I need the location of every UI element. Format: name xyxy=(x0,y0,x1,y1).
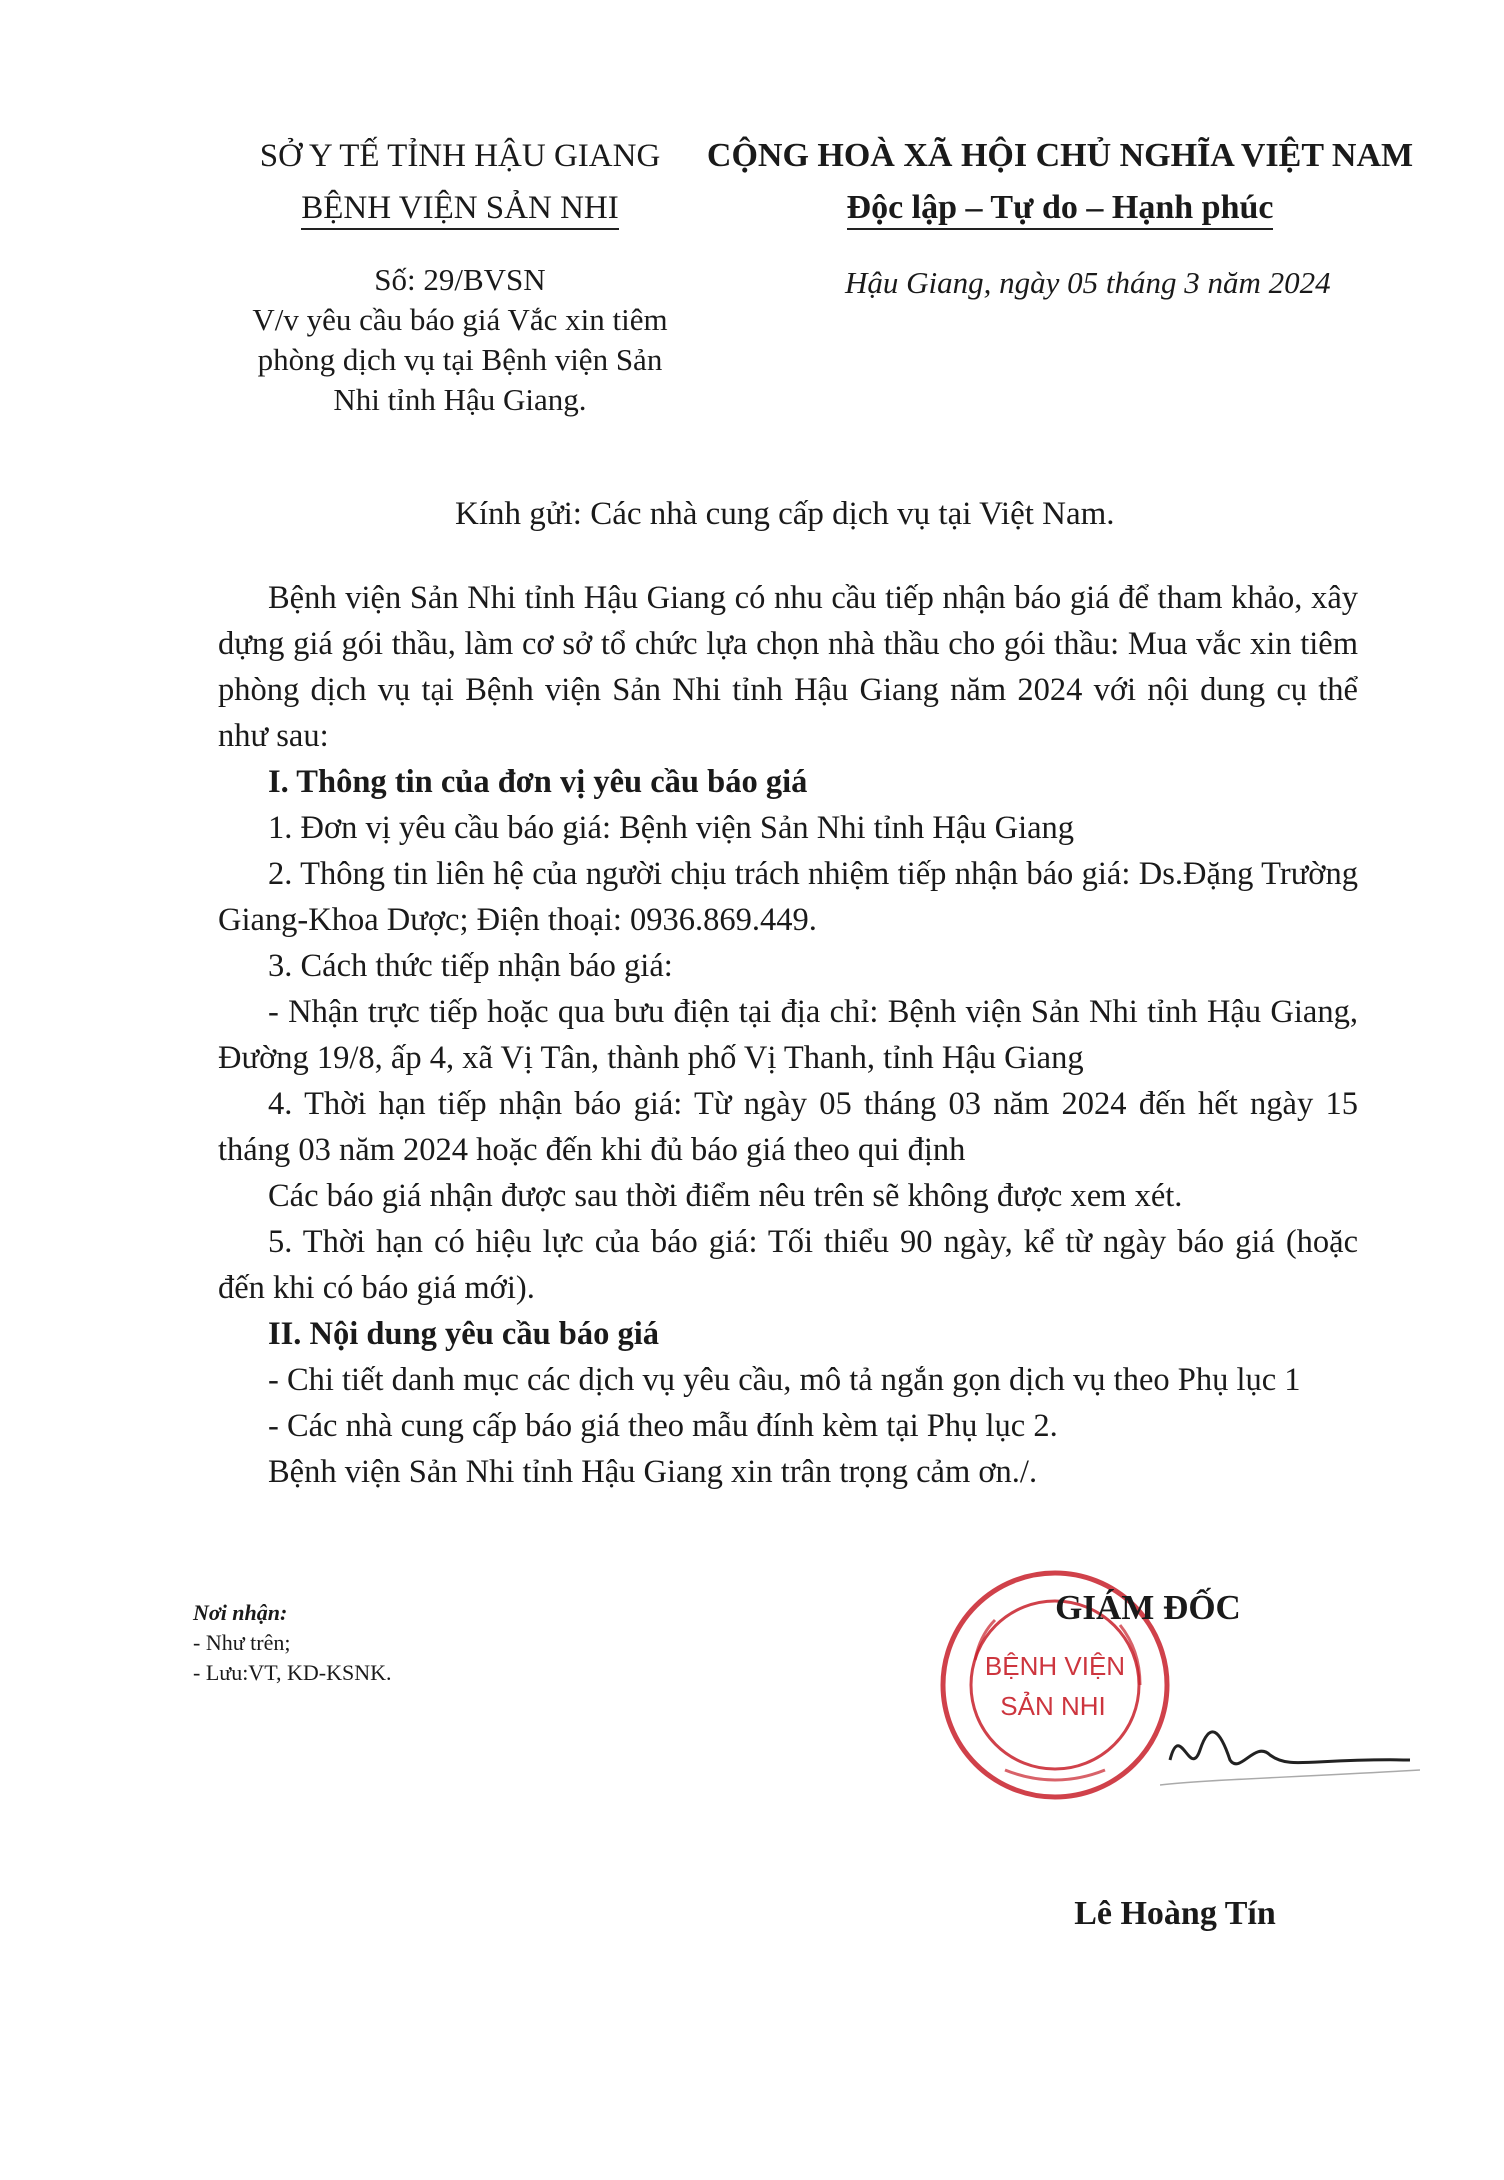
signatory-name: Lê Hoàng Tín xyxy=(1074,1895,1276,1932)
document-body xyxy=(218,575,1358,1495)
seal-text-line-2: SẢN NHI xyxy=(1000,1691,1106,1721)
subject-line-1: V/v yêu cầu báo giá Vắc xin tiêm xyxy=(252,302,668,337)
section-1-item-1: 1. Đơn vị yêu cầu báo giá: Bệnh viện Sản Nhi tỉnh Hậu Giang xyxy=(268,810,1075,846)
section-2-item-2: - Các nhà cung cấp báo giá theo mẫu đính kèm tại Phụ lục 2. xyxy=(268,1408,1058,1444)
signatory-title: GIÁM ĐỐC xyxy=(1055,1588,1241,1627)
section-1-item-3-detail: - Nhận trực tiếp hoặc qua bưu điện tại địa chỉ: Bệnh viện Sản Nhi tỉnh Hậu Giang, Đường 19/8, ấp 4, xã Vị Tân, thành phố Vị Thanh, tỉnh Hậu Giang xyxy=(218,994,1358,1076)
national-title-block xyxy=(700,130,1420,234)
seal-text-line-1: BỆNH VIỆN xyxy=(984,1651,1126,1681)
recipients-line-1: - Như trên; xyxy=(193,1630,291,1655)
recipient-line: Kính gửi: Các nhà cung cấp dịch vụ tại Việt Nam. xyxy=(455,496,1115,532)
intro-paragraph: Bệnh viện Sản Nhi tỉnh Hậu Giang có nhu cầu tiếp nhận báo giá để tham khảo, xây dựng giá gói thầu, làm cơ sở tổ chức lựa chọn nhà thầu cho gói thầu: Mua vắc xin tiêm phòng dịch vụ tại Bệnh viện Sản Nhi tỉnh Hậu Giang năm 2024 với nội dung cụ thể như sau: xyxy=(218,580,1358,754)
section-1-item-2: 2. Thông tin liên hệ của người chịu trách nhiệm tiếp nhận báo giá: Ds.Đặng Trường Giang-Khoa Dược; Điện thoại: 0936.869.449. xyxy=(218,856,1358,938)
section-1-item-4-note: Các báo giá nhận được sau thời điểm nêu trên sẽ không được xem xét. xyxy=(268,1178,1183,1214)
document-number: Số: 29/BVSN xyxy=(374,262,546,297)
handwritten-signature xyxy=(1160,1700,1420,1800)
issuing-agency-block xyxy=(240,130,680,234)
document-reference xyxy=(220,260,700,420)
section-1-title: I. Thông tin của đơn vị yêu cầu báo giá xyxy=(268,764,808,800)
closing-line: Bệnh viện Sản Nhi tỉnh Hậu Giang xin trân trọng cảm ơn./. xyxy=(268,1454,1038,1490)
section-1-item-3: 3. Cách thức tiếp nhận báo giá: xyxy=(268,948,673,984)
document-date: Hậu Giang, ngày 05 tháng 3 năm 2024 xyxy=(845,265,1331,300)
parent-agency: SỞ Y TẾ TỈNH HẬU GIANG xyxy=(259,138,661,174)
section-1-item-4: 4. Thời hạn tiếp nhận báo giá: Từ ngày 05 tháng 03 năm 2024 đến hết ngày 15 tháng 03 năm 2024 hoặc đến khi đủ báo giá theo qui định xyxy=(218,1086,1358,1168)
national-motto: Độc lập – Tự do – Hạnh phúc xyxy=(700,182,1420,234)
section-2-title: II. Nội dung yêu cầu báo giá xyxy=(268,1316,659,1352)
agency-name: BỆNH VIỆN SẢN NHI xyxy=(240,182,680,234)
recipients-block xyxy=(193,1598,613,1688)
recipients-title: Nơi nhận: xyxy=(193,1600,288,1625)
subject-line-3: Nhi tỉnh Hậu Giang. xyxy=(333,382,587,417)
national-title: CỘNG HOÀ XÃ HỘI CHỦ NGHĨA VIỆT NAM xyxy=(706,137,1414,174)
recipients-line-2: - Lưu:VT, KD-KSNK. xyxy=(193,1660,392,1685)
section-2-item-1: - Chi tiết danh mục các dịch vụ yêu cầu, mô tả ngắn gọn dịch vụ theo Phụ lục 1 xyxy=(268,1362,1301,1398)
section-1-item-5: 5. Thời hạn có hiệu lực của báo giá: Tối thiểu 90 ngày, kể từ ngày báo giá (hoặc đến khi có báo giá mới). xyxy=(218,1224,1358,1306)
subject-line-2: phòng dịch vụ tại Bệnh viện Sản xyxy=(257,342,663,377)
